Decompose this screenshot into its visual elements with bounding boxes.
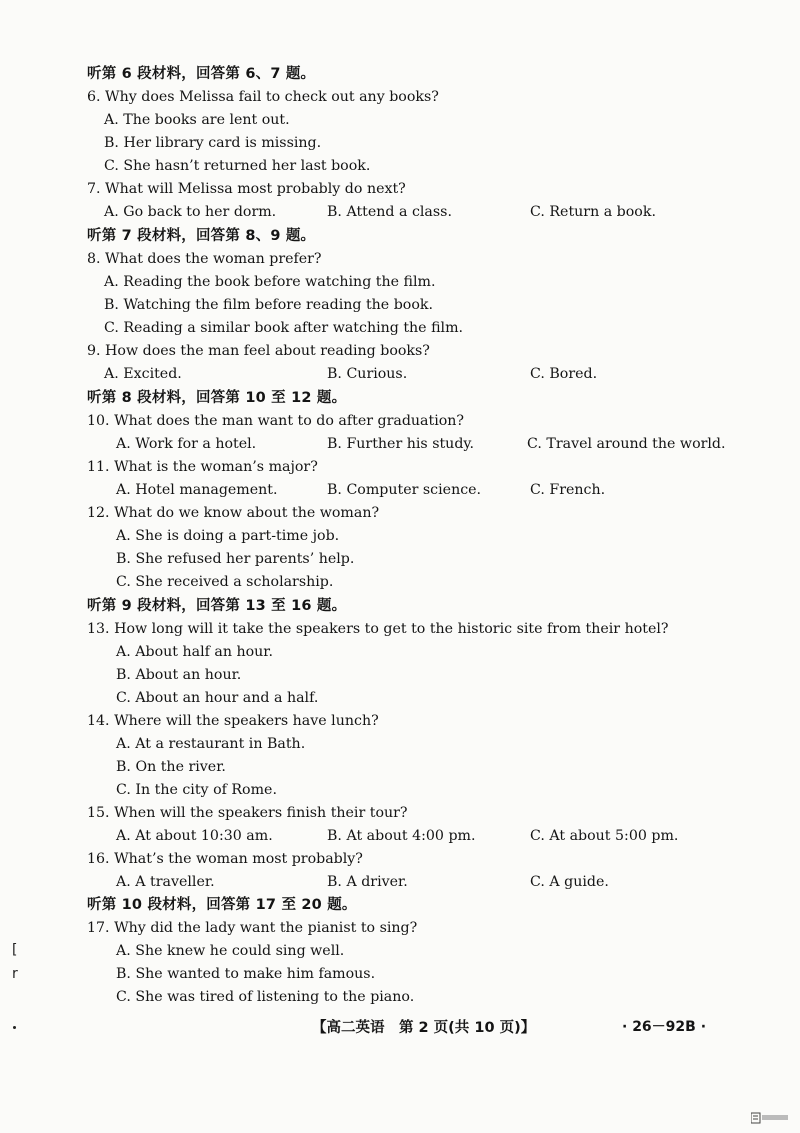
watermark-logo-icon bbox=[751, 1112, 789, 1124]
q8-option-b: B. Watching the film before reading the book. bbox=[104, 297, 433, 313]
q8-option-c: C. Reading a similar book after watching the film. bbox=[104, 320, 464, 336]
question-15: 15. When will the speakers finish their tour? bbox=[87, 805, 408, 821]
margin-mark-2: r bbox=[12, 966, 18, 982]
footer-code: · 26－92B · bbox=[622, 1019, 707, 1035]
q7-option-c: C. Return a book. bbox=[530, 204, 656, 220]
q10-option-a: A. Work for a hotel. bbox=[116, 436, 257, 452]
section-header-7: 听第 7 段材料，回答第 8、9 题。 bbox=[87, 228, 316, 244]
q10-option-b: B. Further his study. bbox=[327, 436, 475, 452]
q11-option-a: A. Hotel management. bbox=[116, 482, 278, 498]
q17-option-b: B. She wanted to make him famous. bbox=[116, 966, 376, 982]
q17-option-a: A. She knew he could sing well. bbox=[116, 943, 345, 959]
q15-option-b: B. At about 4:00 pm. bbox=[327, 828, 476, 844]
question-13: 13. How long will it take the speakers to get to the historic site from their hotel? bbox=[87, 621, 669, 637]
q6-option-b: B. Her library card is missing. bbox=[104, 135, 322, 151]
footer-page-title: 【高二英语 第 2 页(共 10 页)】 bbox=[312, 1020, 536, 1036]
q14-option-c: C. In the city of Rome. bbox=[116, 782, 277, 798]
question-16: 16. What’s the woman most probably? bbox=[87, 851, 363, 867]
q14-option-a: A. At a restaurant in Bath. bbox=[116, 736, 306, 752]
q9-option-a: A. Excited. bbox=[104, 366, 182, 382]
margin-mark-1: [ bbox=[12, 942, 18, 958]
question-11: 11. What is the woman’s major? bbox=[87, 459, 318, 475]
q10-option-c: C. Travel around the world. bbox=[527, 436, 726, 452]
q7-option-a: A. Go back to her dorm. bbox=[104, 204, 277, 220]
q11-option-c: C. French. bbox=[530, 482, 606, 498]
q15-option-a: A. At about 10:30 am. bbox=[116, 828, 273, 844]
q12-option-b: B. She refused her parents’ help. bbox=[116, 551, 355, 567]
question-10: 10. What does the man want to do after graduation? bbox=[87, 413, 465, 429]
q8-option-a: A. Reading the book before watching the film. bbox=[104, 274, 436, 290]
question-6: 6. Why does Melissa fail to check out any books? bbox=[87, 89, 439, 105]
q17-option-c: C. She was tired of listening to the piano. bbox=[116, 989, 415, 1005]
question-17: 17. Why did the lady want the pianist to sing? bbox=[87, 920, 418, 936]
q16-option-b: B. A driver. bbox=[327, 874, 408, 890]
question-14: 14. Where will the speakers have lunch? bbox=[87, 713, 379, 729]
q13-option-a: A. About half an hour. bbox=[116, 644, 274, 660]
section-header-10: 听第 10 段材料，回答第 17 至 20 题。 bbox=[87, 897, 357, 913]
section-header-9: 听第 9 段材料，回答第 13 至 16 题。 bbox=[87, 598, 347, 614]
q9-option-c: C. Bored. bbox=[530, 366, 598, 382]
q6-option-c: C. She hasn’t returned her last book. bbox=[104, 158, 371, 174]
section-header-6: 听第 6 段材料，回答第 6、7 题。 bbox=[87, 66, 316, 82]
q12-option-a: A. She is doing a part-time job. bbox=[116, 528, 340, 544]
q13-option-b: B. About an hour. bbox=[116, 667, 242, 683]
q14-option-b: B. On the river. bbox=[116, 759, 226, 775]
question-8: 8. What does the woman prefer? bbox=[87, 251, 322, 267]
q16-option-c: C. A guide. bbox=[530, 874, 609, 890]
question-7: 7. What will Melissa most probably do next? bbox=[87, 181, 406, 197]
q6-option-a: A. The books are lent out. bbox=[104, 112, 290, 128]
q13-option-c: C. About an hour and a half. bbox=[116, 690, 319, 706]
question-12: 12. What do we know about the woman? bbox=[87, 505, 380, 521]
q11-option-b: B. Computer science. bbox=[327, 482, 482, 498]
q9-option-b: B. Curious. bbox=[327, 366, 408, 382]
question-9: 9. How does the man feel about reading books? bbox=[87, 343, 430, 359]
q7-option-b: B. Attend a class. bbox=[327, 204, 452, 220]
section-header-8: 听第 8 段材料，回答第 10 至 12 题。 bbox=[87, 390, 347, 406]
q12-option-c: C. She received a scholarship. bbox=[116, 574, 334, 590]
margin-dot bbox=[13, 1026, 16, 1029]
q16-option-a: A. A traveller. bbox=[116, 874, 215, 890]
q15-option-c: C. At about 5:00 pm. bbox=[530, 828, 679, 844]
